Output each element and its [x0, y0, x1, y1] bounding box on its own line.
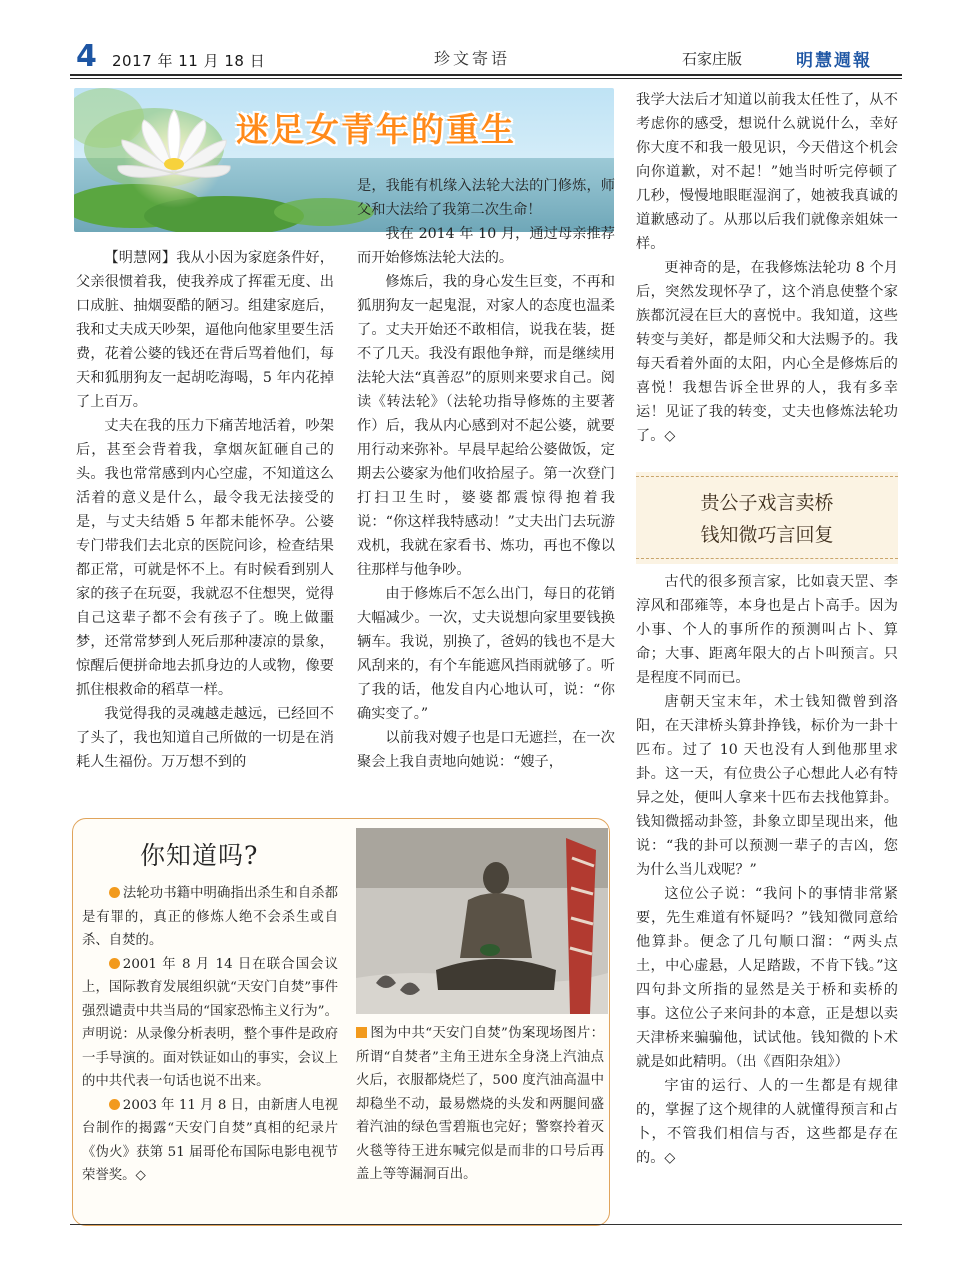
story1-column-3: [636, 88, 898, 448]
paragraph: 更神奇的是，在我修炼法轮功 8 个月后，突然发现怀孕了，这个消息使整个家族都沉浸在巨大的喜悦中。我知道，这些转变与美好，都是师父和大法赐予的。我每天看着外面的太阳，内心全是修炼后的喜悦！我想告诉全世界的人，我有多幸运！见证了我的转变，丈夫也修炼法轮功了。◇: [636, 260, 898, 444]
paragraph: 【明慧网】我从小因为家庭条件好，父亲很惯着我，使我养成了挥霍无度、出口成脏、抽烟耍酷的陋习。组建家庭后，我和丈夫成天吵架，逼他向他家里要生活费，花着公婆的钱还在背后骂着他们，每天和狐朋狗友一起胡吃海喝，5 年内花掉了上百万。: [76, 250, 334, 410]
box-facts: [82, 882, 338, 1188]
page-number: 4: [76, 39, 97, 74]
paragraph: 丈夫在我的压力下痛苦地活着，吵架后，甚至会背着我，拿烟灰缸砸自己的头。我也常常感到内心空虚，不知道这么活着的意义是什么，最令我无法接受的是，与丈夫结婚 5 年都未能怀孕。公婆专门带我们去北京的医院问诊，检查结果都正常，可就是怀不上。有时候看到别人家的孩子在玩耍，我就忍不住想哭，觉得自己这辈子都不会有孩子了。晚上做噩梦，还常常梦到人死后那种凄凉的景象，惊醒后便拼命地去抓身边的人或物，像要抓住根救命的稻草一样。: [76, 418, 334, 698]
section-title: 珍文寄语: [434, 49, 511, 68]
paragraph: 由于修炼后不怎么出门，每日的花销大幅减少。一次，丈夫说想向家里要钱换辆车。我说，别换了，爸妈的钱也不是大风刮来的，有个车能遮风挡雨就够了。听了我的话，他发自内心地认可，说：“你确实变了。”: [357, 586, 615, 722]
story1-column-2: [357, 174, 615, 774]
bullet-dot-icon: [109, 887, 120, 898]
paragraph: 我在 2014 年 10 月，通过母亲推荐而开始修炼法轮大法的。: [357, 226, 615, 266]
header-rule-thin: [70, 78, 902, 79]
header-rule: [70, 74, 902, 76]
paragraph: 宇宙的运行、人的一生都是有规律的，掌握了这个规律的人就懂得预言和占卜，不管我们相信与否，这些都是存在的。◇: [636, 1078, 898, 1166]
article-title: 迷足女青年的重生: [236, 110, 516, 149]
self-immolation-photo: [356, 828, 608, 1014]
paragraph: 我学大法后才知道以前我太任性了，从不考虑你的感受，想说什么就说什么，幸好你大度不和我一般见识，今天借这个机会向你道歉，对不起！”她当时听完停顿了几秒，慢慢地眼眶湿润了，她被我真诚的道歉感动了。从那以后我们就像亲姐妹一样。: [636, 92, 898, 252]
story2-title-line2: 钱知微巧言回复: [700, 524, 834, 546]
bullet-dot-icon: [109, 958, 120, 969]
paragraph: 以前我对嫂子也是口无遮拦，在一次聚会上我自责地向她说：“嫂子，: [357, 730, 615, 770]
story1-column-1: [76, 246, 334, 774]
fact-item: 2001 年 8 月 14 日在联合国会议上，国际教育发展组织就“天安门自焚”事件强烈谴责中共当局的“国家恐怖主义行为”。声明说：从录像分析表明，整个事件是政府一手导演的。面对铁证如山的事实，会议上的中共代表一句话也说不出来。: [82, 956, 338, 1089]
paragraph: 是，我能有机缘入法轮大法的门修炼，师父和大法给了我第二次生命！: [357, 178, 615, 218]
paragraph: 修炼后，我的身心发生巨变，不再和狐朋狗友一起鬼混，对家人的态度也温柔了。丈夫开始还不敢相信，说我在装，挺不了几天。我没有跟他争辩，而是继续用法轮大法“真善忍”的原则来要求自己。阅读《转法轮》（法轮功指导修炼的主要著作）后，我从内心感到对不起公婆，就要用行动来弥补。早晨早起给公婆做饭，定期去公婆家为他们收拾屋子。第一次登门打扫卫生时，婆婆都震惊得抱着我说：“你这样我特感动！”丈夫出门去玩游戏机，我就在家看书、炼功，再也不像以往那样与他争吵。: [357, 274, 615, 578]
paragraph: 唐朝天宝末年，术士钱知微曾到洛阳，在天津桥头算卦挣钱，标价为一卦十匹布。过了 10 天也没有人到他那里求卦。这一天，有位贵公子心想此人必有特异之处，便叫人拿来十匹布去找他算卦。钱知微摇动卦签，卦象立即呈现出来，他说：“我的卦可以预测一辈子的吉凶，您为什么当儿戏呢？”: [636, 694, 898, 878]
paragraph: 这位公子说：“我问卜的事情非常紧要，先生难道有怀疑吗？”钱知微同意给他算卦。便念了几句顺口溜：“两头点土，中心虚悬，人足踏跋，不肯下钱。”这四句卦文所指的显然是关于桥和卖桥的事。这位公子来问卦的本意，正是想以卖天津桥来骗骗他，试试他。钱知微的卜术就是如此精明。（出《酉阳杂俎》）: [636, 886, 898, 1070]
fact-item: 2003 年 11 月 8 日，由新唐人电视台制作的揭露“天安门自焚”真相的纪录片《伪火》获第 51 届哥伦布国际电影电视节荣誉奖。◇: [82, 1097, 338, 1183]
story2-body: [636, 570, 898, 1170]
caption-square-icon: [356, 1027, 367, 1038]
edition-label: 石家庄版: [682, 50, 743, 68]
footer-rule: [70, 1224, 902, 1225]
paragraph: 我觉得我的灵魂越走越远，已经回不了头了，我也知道自己所做的一切是在消耗人生福份。万万想不到的: [76, 706, 334, 770]
story2-title-panel: [636, 472, 898, 564]
issue-date: 2017 年 11 月 18 日: [112, 52, 266, 70]
publication-brand: 明慧週報: [796, 51, 872, 71]
paragraph: 古代的很多预言家，比如袁天罡、李淳风和邵雍等，本身也是占卜高手。因为小事、个人的事所作的预测叫占卜、算命；大事、距离年限大的占卜叫预言。只是程度不同而已。: [636, 574, 898, 686]
fact-item: 法轮功书籍中明确指出杀生和自杀都是有罪的，真正的修炼人绝不会杀生或自杀、自焚的。: [82, 886, 338, 948]
bullet-dot-icon: [109, 1099, 120, 1110]
photo-caption: 图为中共“天安门自焚”伪案现场图片：所谓“自焚者”主角王进东全身浇上汽油点火后，衣服都烧烂了，500 度汽油高温中却稳坐不动，最易燃烧的头发和两腿间盛着汽油的绿色雪碧瓶也完好；警察拎着灭火毯等待王进东喊完似是而非的口号后再盖上等等漏洞百出。: [356, 1026, 604, 1182]
divider: [636, 476, 898, 477]
box-title: 你知道吗?: [140, 841, 259, 870]
story2-title-line1: 贵公子戏言卖桥: [700, 492, 834, 514]
divider: [636, 558, 898, 559]
